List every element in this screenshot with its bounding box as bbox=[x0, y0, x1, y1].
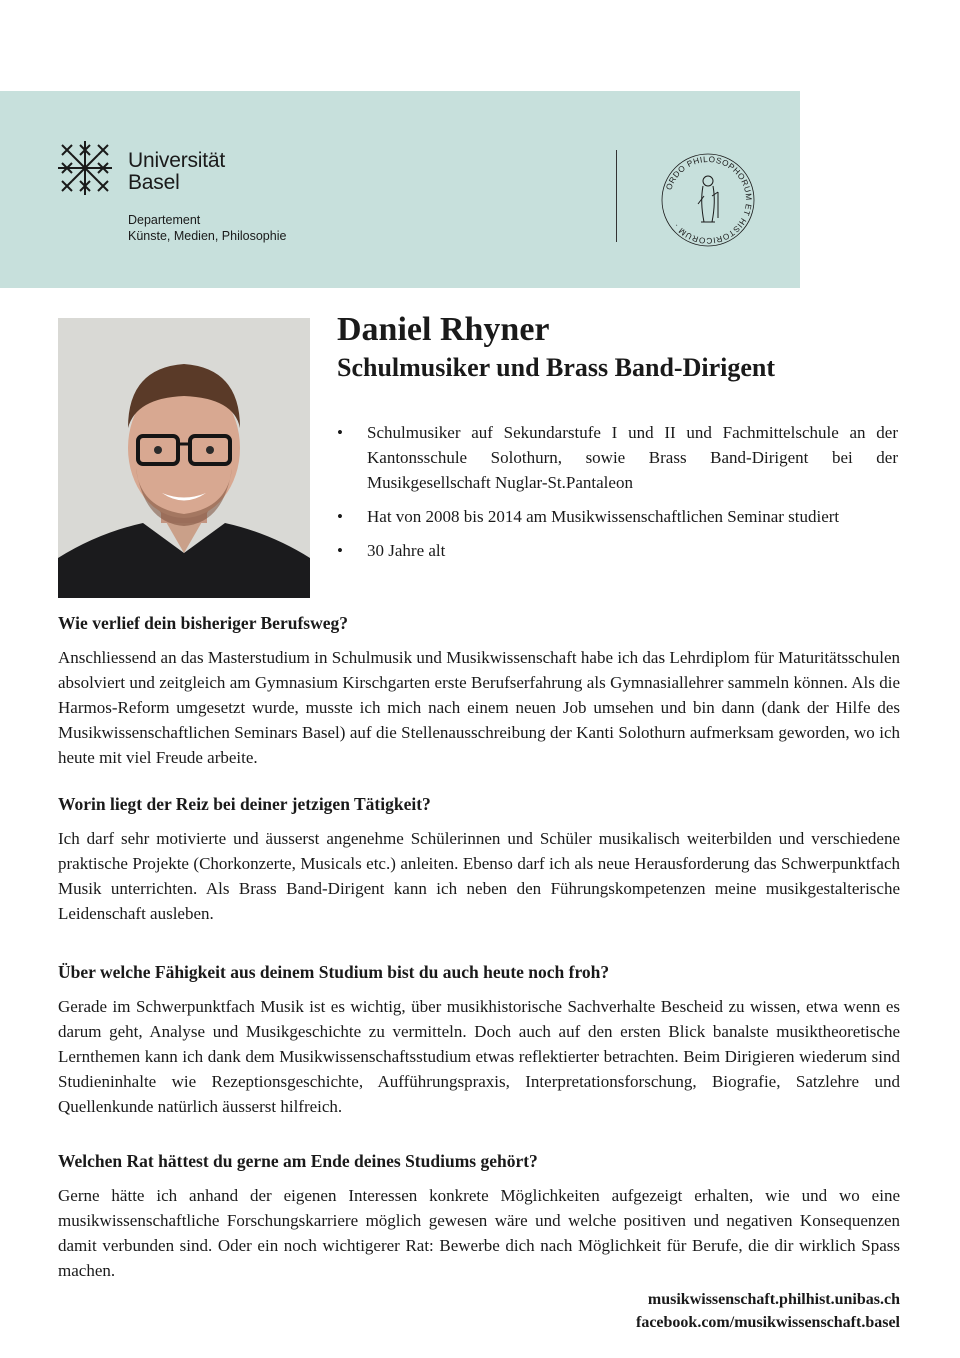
answer-text: Anschliessend an das Masterstudium in Schulmusik und Musikwissenschaft habe ich das Lehrdiplom für Maturitätsschulen absolviert und zeitgleich am Gymnasium Kirschgarten erste Berufserfahrung als Gymnasiallehrer sammeln können. Als die Harmos-Reform umgesetzt wurde, musste ich mich nach einem neuen Job umsehen und bin dann (dank der Hilfe des Musikwissenschaftlichen Seminars Basel) auf die Stellenausschreibung der Kanti Solothurn aufmerksam geworden, wo ich heute mit viel Freude arbeite. bbox=[58, 648, 900, 767]
university-logo-icon bbox=[58, 141, 116, 199]
department-line1: Departement bbox=[128, 213, 201, 227]
qa-section-skills bbox=[58, 960, 900, 1119]
fact-item: • 30 Jahre alt bbox=[337, 538, 898, 563]
profile-facts-list bbox=[337, 420, 898, 572]
department-line2: Künste, Medien, Philosophie bbox=[128, 229, 287, 243]
qa-section-career bbox=[58, 611, 900, 770]
answer-text: Gerne hätte ich anhand der eigenen Interessen konkrete Möglichkeiten aufgezeigt erhalten, wie und wo eine musikwissenschaftliche Forschungskarriere möglich gewesen wäre und welche positiven und negativen Konsequenzen damit verbunden sind. Oder ein noch wichtigerer Rat: Bewerbe dich nach Möglichkeit für Berufe, die dir wirklich Spass machen. bbox=[58, 1186, 900, 1280]
person-role: Schulmusiker und Brass Band-Dirigent bbox=[337, 353, 776, 382]
faculty-seal-icon bbox=[660, 152, 756, 248]
department-name bbox=[128, 212, 286, 244]
question-heading: Über welche Fähigkeit aus deinem Studium bist du auch heute noch froh? bbox=[58, 962, 610, 982]
facebook-link[interactable]: facebook.com/musikwissenschaft.basel bbox=[635, 1314, 900, 1331]
question-heading: Worin liegt der Reiz bei deiner jetzigen Tätigkeit? bbox=[58, 794, 431, 814]
qa-section-advice bbox=[58, 1149, 900, 1283]
answer-text: Gerade im Schwerpunktfach Musik ist es wichtig, über musikhistorische Sachverhalte Bescheid zu wissen, etwa wenn es darum geht, Analyse und Musikgeschichte zu vermitteln. Doch auch auf den ersten Blick banalste musiktheoretische Lernthemen kann ich dank dem Musikwissenschaftsstudium etwas reflektierter betrachten. Beim Dirigieren wiederum sind Studieninhalte wie Rezeptionsgeschichte, Aufführungspraxis, Interpretationsforschung, Biografie, Satzlehre und Quellenkunde natürlich äusserst hilfreich. bbox=[58, 997, 900, 1116]
fact-item: • Schulmusiker auf Sekundarstufe I und II und Fachmittelschule an der Kantonsschule Solothurn, sowie Brass Band-Dirigent bei der Musikgesellschaft Nuglar-St.Pantaleon bbox=[337, 420, 898, 495]
university-name-line1: Universität bbox=[128, 149, 225, 172]
footer-links bbox=[636, 1288, 900, 1334]
portrait-photo bbox=[58, 318, 310, 598]
header-divider bbox=[616, 150, 617, 242]
person-name: Daniel Rhyner bbox=[337, 311, 550, 348]
university-name-line2: Basel bbox=[128, 171, 180, 194]
answer-text: Ich darf sehr motivierte und äusserst angenehme Schülerinnen und Schüler musikalisch weiterbilden und verschiedene praktische Projekte (Chorkonzerte, Musicals etc.) anleiten. Ebenso darf ich als neue Herausforderung das Schwerpunktfach Musik unterrichten. Als Brass Band-Dirigent kann ich neben den Führungskompetenzen meine musikgestalterische Leidenschaft ausleben. bbox=[58, 829, 900, 923]
question-heading: Wie verlief dein bisheriger Berufsweg? bbox=[58, 613, 348, 633]
university-name bbox=[128, 150, 225, 194]
svg-text:ORDO PHILOSOPHORUM ET HISTORIC: ORDO PHILOSOPHORUM ET HISTORICORUM · bbox=[664, 154, 754, 246]
question-heading: Welchen Rat hättest du gerne am Ende deines Studiums gehört? bbox=[58, 1151, 538, 1171]
website-link[interactable]: musikwissenschaft.philhist.unibas.ch bbox=[647, 1291, 900, 1308]
qa-section-appeal bbox=[58, 792, 900, 926]
fact-item: • Hat von 2008 bis 2014 am Musikwissenschaftlichen Seminar studiert bbox=[337, 504, 898, 529]
